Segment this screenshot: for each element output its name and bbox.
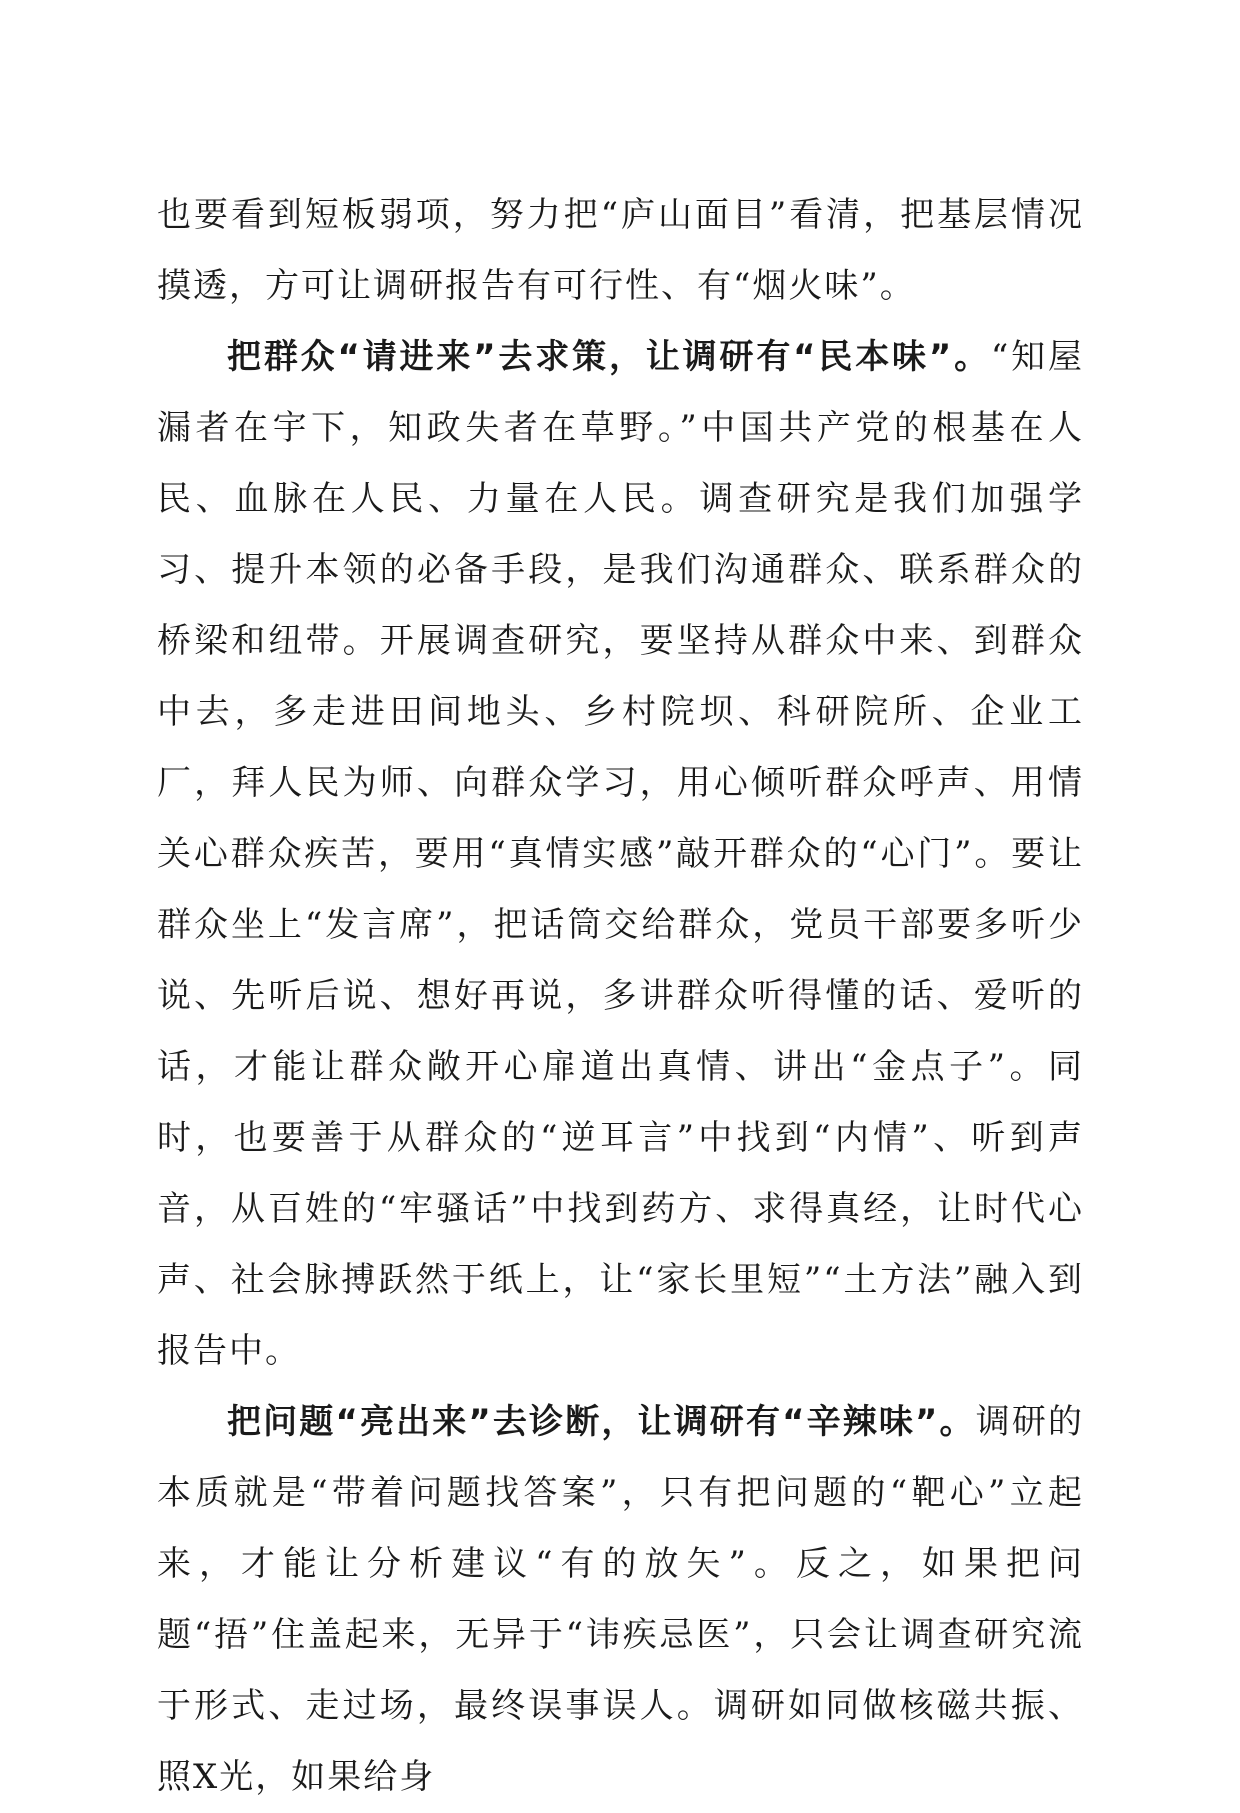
- paragraph-lead-heading: 把问题“亮出来”去诊断，让调研有“辛辣味”。: [227, 1402, 976, 1442]
- paragraph-body-text: 调研的本质就是“带着问题找答案”，只有把问题的“靶心”立起来，才能让分析建议“有的放矢”。反之，如果把问题“捂”住盖起来，无异于“讳疾忌医”，只会让调查研究流于形式、走过场，最终误事误人。调研如同做核磁共振、照X光，如果给身: [157, 1402, 1085, 1797]
- document-body: [157, 180, 1084, 1813]
- paragraph-lead-heading: 把群众“请进来”去求策，让调研有“民本味”。: [227, 337, 991, 377]
- paragraph-body-text: “知屋漏者在宇下，知政失者在草野。”中国共产党的根基在人民、血脉在人民、力量在人民。调查研究是我们加强学习、提升本领的必备手段，是我们沟通群众、联系群众的桥梁和纽带。开展调查研究，要坚持从群众中来、到群众中去，多走进田间地头、乡村院坝、科研院所、企业工厂，拜人民为师、向群众学习，用心倾听群众呼声、用情关心群众疾苦，要用“真情实感”敲开群众的“心门”。要让群众坐上“发言席”，把话筒交给群众，党员干部要多听少说、先听后说、想好再说，多讲群众听得懂的话、爱听的话，才能让群众敞开心扉道出真情、讲出“金点子”。同时，也要善于从群众的“逆耳言”中找到“内情”、听到声音，从百姓的“牢骚话”中找到药方、求得真经，让时代心声、社会脉搏跃然于纸上，让“家长里短”“土方法”融入到报告中。: [157, 337, 1084, 1371]
- paragraph-masses: [157, 322, 1084, 1387]
- paragraph-problems: [157, 1387, 1084, 1813]
- paragraph-continuation: 也要看到短板弱项，努力把“庐山面目”看清，把基层情况摸透，方可让调研报告有可行性、有“烟火味”。: [157, 195, 1084, 306]
